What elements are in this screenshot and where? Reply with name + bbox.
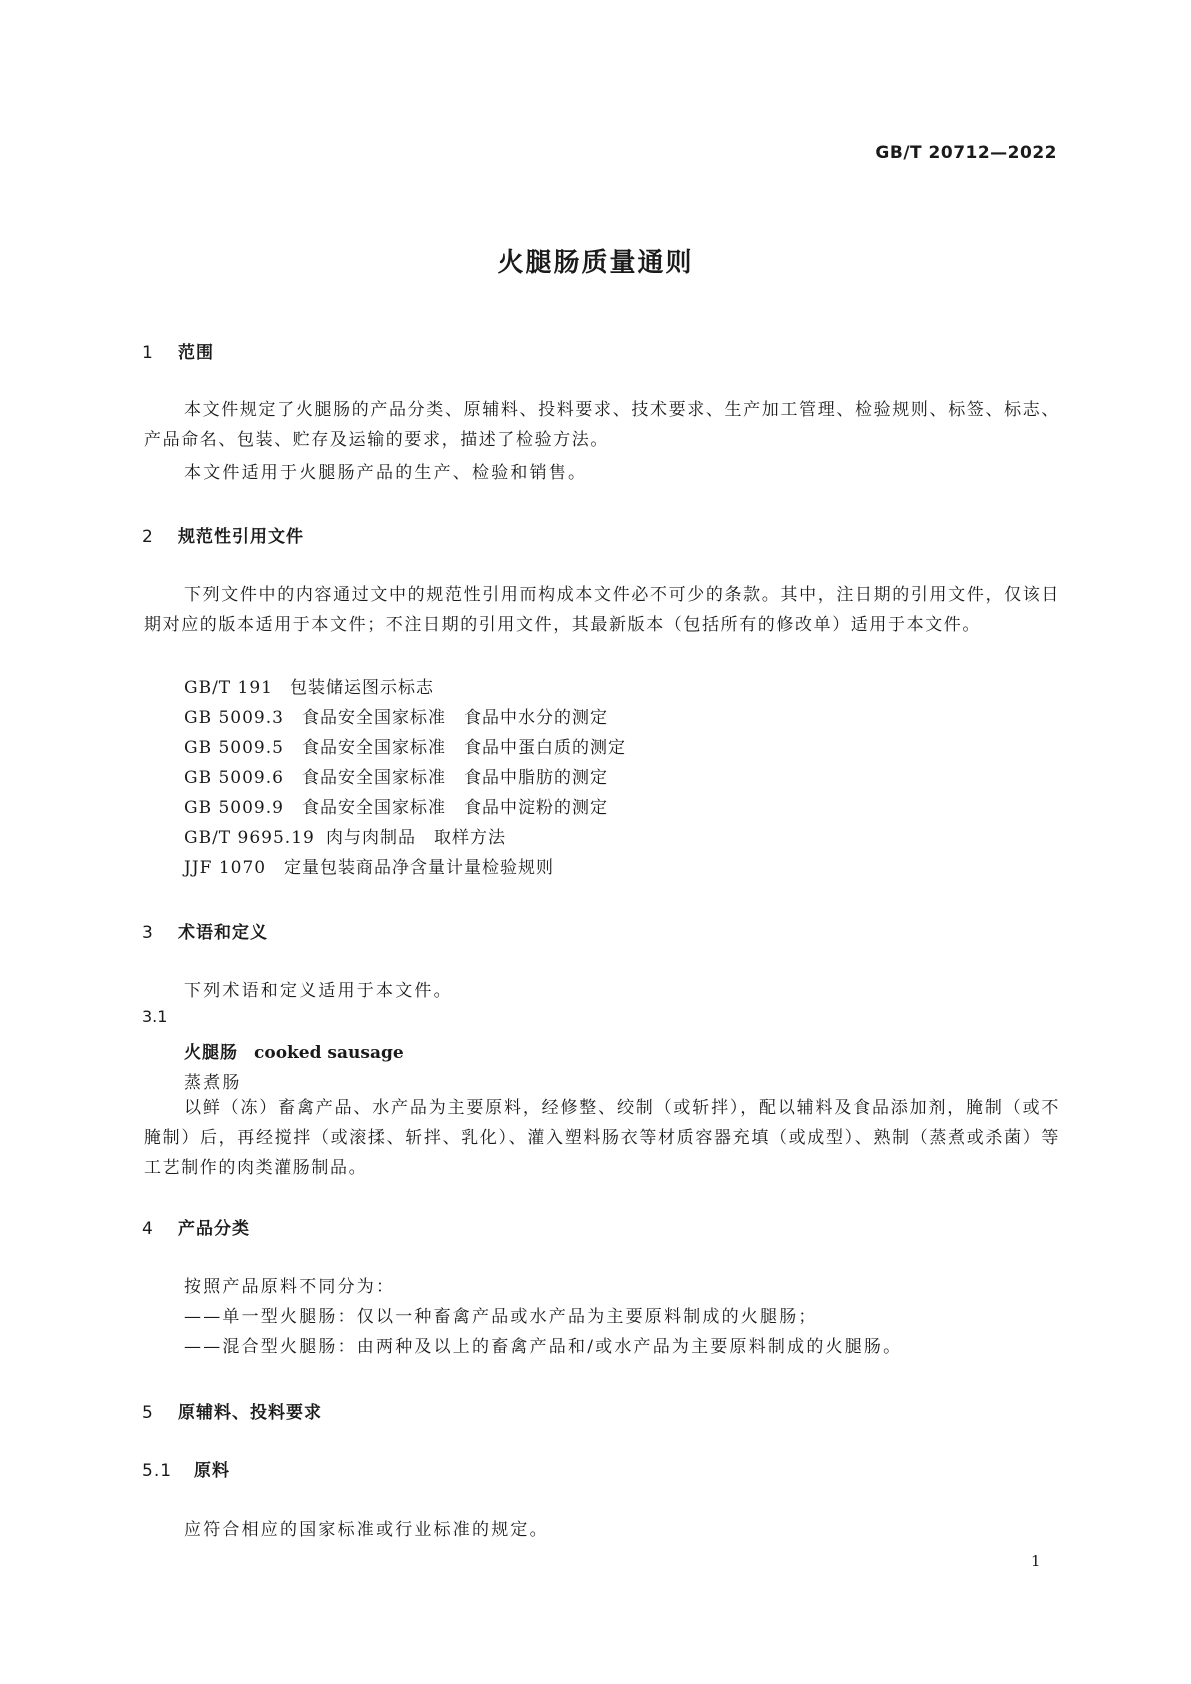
section-title: 产品分类 bbox=[178, 1219, 250, 1239]
section-number: 4 bbox=[142, 1219, 154, 1239]
reference-code: GB 5009.9 bbox=[184, 798, 284, 818]
reference-title: 食品安全国家标准 食品中蛋白质的测定 bbox=[302, 738, 626, 758]
reference-code: JJF 1070 bbox=[184, 858, 267, 878]
reference-item bbox=[184, 763, 608, 788]
reference-code: GB/T 9695.19 bbox=[184, 828, 315, 848]
term-definition: 以鲜（冻）畜禽产品、水产品为主要原料，经修整、绞制（或斩拌），配以辅料及食品添加剂，腌制（或不腌制）后，再经搅拌（或滚揉、斩拌、乳化）、灌入塑料肠衣等材质容器充填（或成型）、熟制（蒸煮或杀菌）等工艺制作的肉类灌肠制品。 bbox=[144, 1098, 1060, 1178]
reference-code: GB 5009.5 bbox=[184, 738, 284, 758]
section-3-heading bbox=[142, 918, 268, 943]
page-number: 1 bbox=[1031, 1552, 1041, 1570]
reference-title: 肉与肉制品 取样方法 bbox=[326, 828, 506, 848]
section-5-heading bbox=[142, 1398, 322, 1423]
reference-title: 食品安全国家标准 食品中淀粉的测定 bbox=[302, 798, 608, 818]
reference-item bbox=[184, 733, 626, 758]
reference-code: GB 5009.6 bbox=[184, 768, 284, 788]
section-1-heading bbox=[142, 338, 214, 363]
section-1-paragraph-2: 本文件适用于火腿肠产品的生产、检验和销售。 bbox=[184, 463, 588, 483]
reference-title: 定量包装商品净含量计量检验规则 bbox=[284, 858, 554, 878]
reference-title: 包装储运图示标志 bbox=[290, 678, 434, 698]
section-number: 2 bbox=[142, 527, 154, 547]
section-2-heading bbox=[142, 522, 304, 547]
reference-item bbox=[184, 703, 608, 728]
section-3-intro: 下列术语和定义适用于本文件。 bbox=[184, 981, 453, 1001]
section-title: 范围 bbox=[178, 343, 214, 363]
reference-title: 食品安全国家标准 食品中脂肪的测定 bbox=[302, 768, 608, 788]
section-2-intro: 下列文件中的内容通过文中的规范性引用而构成本文件必不可少的条款。其中，注日期的引用文件，仅该日期对应的版本适用于本文件；不注日期的引用文件，其最新版本（包括所有的修改单）适用于本文件。 bbox=[144, 585, 1060, 635]
reference-item bbox=[184, 853, 554, 878]
reference-code: GB 5009.3 bbox=[184, 708, 284, 728]
reference-item bbox=[184, 823, 506, 848]
section-number: 3 bbox=[142, 923, 154, 943]
term-number: 3.1 bbox=[142, 1007, 168, 1026]
subsection-5-1-paragraph: 应符合相应的国家标准或行业标准的规定。 bbox=[184, 1520, 549, 1540]
term-english: cooked sausage bbox=[254, 1043, 404, 1063]
document-title: 火腿肠质量通则 bbox=[497, 248, 694, 278]
section-title: 原辅料、投料要求 bbox=[178, 1403, 322, 1423]
term-entry bbox=[184, 1038, 404, 1063]
term-chinese: 火腿肠 bbox=[184, 1043, 238, 1063]
standard-code: GB/T 20712—2022 bbox=[875, 143, 1057, 163]
section-number: 1 bbox=[142, 343, 154, 363]
section-4-intro: 按照产品原料不同分为： bbox=[184, 1277, 396, 1297]
list-item: ——混合型火腿肠：由两种及以上的畜禽产品和/或水产品为主要原料制成的火腿肠。 bbox=[184, 1337, 903, 1357]
reference-item bbox=[184, 673, 434, 698]
section-title: 术语和定义 bbox=[178, 923, 268, 943]
reference-code: GB/T 191 bbox=[184, 678, 273, 698]
subsection-5-1-heading bbox=[142, 1456, 230, 1481]
section-4-heading bbox=[142, 1214, 250, 1239]
reference-title: 食品安全国家标准 食品中水分的测定 bbox=[302, 708, 608, 728]
list-item: ——单一型火腿肠：仅以一种畜禽产品或水产品为主要原料制成的火腿肠； bbox=[184, 1307, 818, 1327]
section-1-paragraph-1: 本文件规定了火腿肠的产品分类、原辅料、投料要求、技术要求、生产加工管理、检验规则、标签、标志、产品命名、包装、贮存及运输的要求，描述了检验方法。 bbox=[144, 400, 1060, 450]
subsection-title: 原料 bbox=[194, 1461, 230, 1481]
section-title: 规范性引用文件 bbox=[178, 527, 304, 547]
section-number: 5 bbox=[142, 1403, 154, 1423]
reference-item bbox=[184, 793, 608, 818]
term-synonym: 蒸煮肠 bbox=[184, 1073, 242, 1093]
subsection-number: 5.1 bbox=[142, 1461, 173, 1481]
